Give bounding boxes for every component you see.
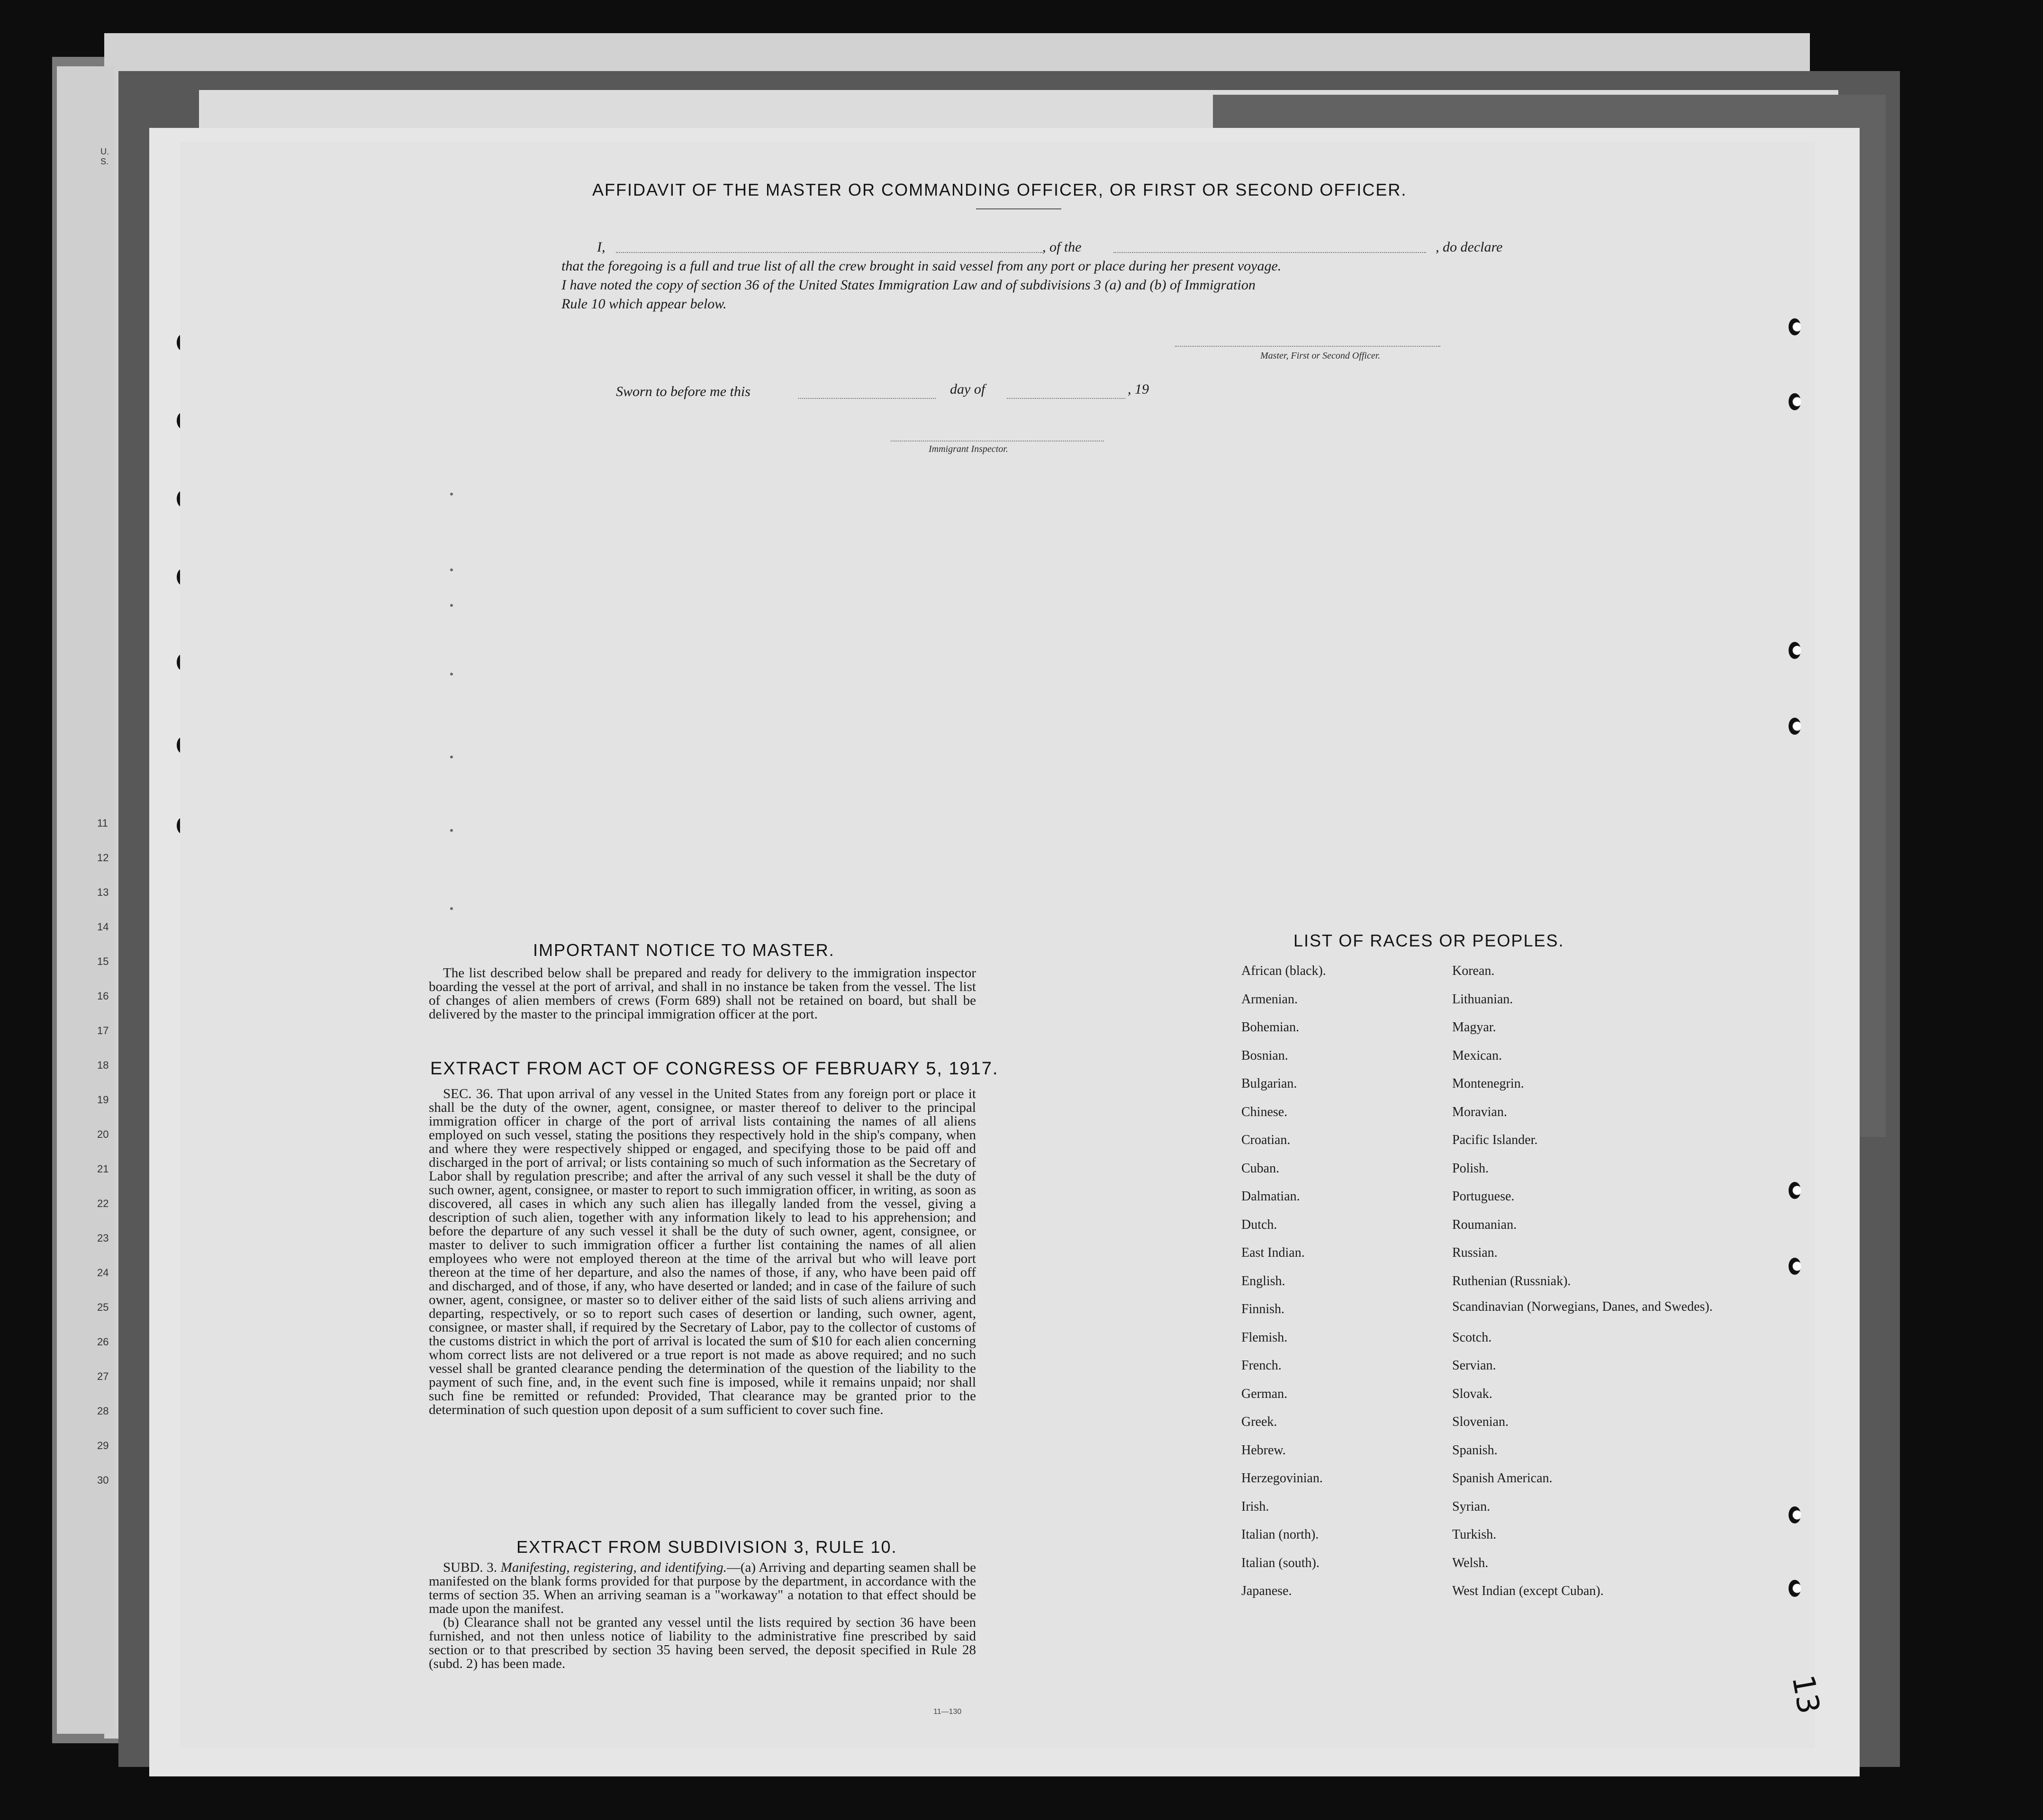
sec-36-paragraph: SEC. 36. That upon arrival of any vessel in the United States from any foreign port or place it shall be the duty of the owner, agent, consignee, or master thereof to deliver to the principal immigration officer in charge of the port of arrival lists containing the names of all aliens employed on such vessel, stating the positions they respectively hold in the ship's company, when and where they were respectively shipped or engaged, and specifying those to be paid off and discharged in the port of arrival; or lists containing so much of such information as the Secretary of Labor shall by regulation prescribe; and after the arrival of any such vessel it shall be the duty of such owner, agent, consignee, or master to report to such immigration officer, in writing, as soon as discovered, all cases in which any such alien has illegally landed from the vessel, giving a description of such alien, together with any information likely to lead to his apprehension; and before the departure of any such vessel it shall be the duty of such owner, agent, consignee, or master to deliver to such immigration officer a further list containing the names of all alien employees who were not employed thereon at the time of the arrival but who will leave port thereon at the time of her departure, and also the names of those, if any, who have been paid off and discharged, and of those, if any, who have deserted or landed; and in case of the failure of such owner, agent, consignee, or master so to deliver either of the said lists of such aliens arriving and departing, respectively, or so to report such cases of desertion or landing, such owner, agent, consignee, or master shall, if required by the Secretary of Labor, pay to the collector of customs of the customs district in which the port of arrival is located the sum of $10 for each alien concerning whom correct lists are not delivered or a true report is not made as above required; and no such vessel shall be granted clearance pending the determination of the question of the liability to the payment of such fine, and, in the event such fine is imposed, while it remains unpaid; nor shall such fine be remitted or refunded: Provided, That clearance may be granted prior to the determination of such question upon deposit of a sum sufficient to cover such fine. [429, 1086, 976, 1417]
tab-number: 15 [97, 955, 109, 967]
punch-hole [1789, 1506, 1801, 1523]
tab-number: 13 [97, 886, 109, 898]
row-dot [450, 756, 453, 758]
tab-number: 24 [97, 1267, 109, 1279]
race-item: Russian. [1452, 1245, 1498, 1260]
race-item: Spanish. [1452, 1442, 1498, 1458]
race-item: Herzegovinian. [1241, 1471, 1323, 1486]
race-item: West Indian (except Cuban). [1452, 1584, 1604, 1598]
master-caption: Master, First or Second Officer. [1260, 351, 1381, 361]
row-dot [450, 907, 453, 910]
row-dot [450, 604, 453, 607]
page-number: 13 [1785, 1672, 1826, 1717]
punch-hole [1789, 718, 1801, 735]
punch-hole [1789, 642, 1801, 659]
affidavit-line-3: I have noted the copy of section 36 of the United States Immigration Law and of subdivisions 3 (a) and (b) of Immigration [561, 277, 1256, 293]
race-item: Portuguese. [1452, 1189, 1515, 1204]
tab-number: 17 [97, 1025, 109, 1036]
notice-body [429, 966, 976, 1021]
inspector-caption: Immigrant Inspector. [929, 444, 1008, 454]
race-item: Scandinavian (Norwegians, Danes, and Swedes). [1452, 1299, 1713, 1314]
race-item: Mexican. [1452, 1048, 1502, 1063]
extract-rule-body [429, 1561, 976, 1671]
race-item: Croatian. [1241, 1133, 1291, 1147]
affidavit-title: AFFIDAVIT OF THE MASTER OR COMMANDING OFFICER, OR FIRST OR SECOND OFFICER. [592, 180, 1407, 199]
tab-number: 27 [97, 1370, 109, 1382]
declare-i: I, [597, 239, 606, 255]
race-item: Montenegrin. [1452, 1076, 1524, 1091]
day-of-text: day of [950, 381, 985, 397]
day-blank [798, 398, 936, 399]
tab-number: 14 [97, 921, 109, 933]
form-sheet [180, 142, 1826, 1748]
race-item: French. [1241, 1358, 1282, 1373]
race-item: Japanese. [1241, 1584, 1292, 1598]
extract-rule-title: EXTRACT FROM SUBDIVISION 3, RULE 10. [516, 1537, 897, 1557]
race-item: Welsh. [1452, 1555, 1489, 1570]
punch-hole [1789, 1580, 1801, 1597]
race-item: Armenian. [1241, 991, 1298, 1007]
row-dot [450, 829, 453, 832]
declare-do-declare: , do declare [1436, 239, 1503, 255]
race-item: East Indian. [1241, 1245, 1305, 1260]
race-item: Greek. [1241, 1415, 1277, 1429]
race-item: Cuban. [1241, 1161, 1280, 1176]
affidavit-line-2: that the foregoing is a full and true list of all the crew brought in said vessel from any port or place during her present voyage. [561, 258, 1282, 274]
race-item: Irish. [1241, 1499, 1269, 1514]
races-column-1 [1241, 962, 1440, 1610]
race-item: Korean. [1452, 964, 1495, 978]
race-item: Lithuanian. [1452, 991, 1513, 1007]
punch-hole [1789, 393, 1801, 410]
tab-number: 29 [97, 1440, 109, 1451]
notice-title: IMPORTANT NOTICE TO MASTER. [533, 940, 835, 960]
year-text: , 19 [1128, 381, 1149, 397]
notice-paragraph: The list described below shall be prepared and ready for delivery to the immigration inspector boarding the vessel at the port of arrival, and shall in no instance be taken from the vessel. The list of changes of alien members of crews (Form 689) shall not be retained on board, but shall be delivered by the master to the principal immigration officer at the port. [429, 965, 976, 1022]
race-item: Pacific Islander. [1452, 1133, 1538, 1147]
extract-act-body [429, 1087, 976, 1417]
race-item: German. [1241, 1386, 1288, 1401]
race-item: Italian (north). [1241, 1527, 1319, 1542]
subd-a-text: —(a) Arriving and departing seamen shall be manifested on the blank forms provided for that purpose by the department, in accordance with the terms of section 35. When an arriving seaman is a "workaway" a notation to that effect should be made upon the manifest. [429, 1560, 976, 1616]
race-item: Bosnian. [1241, 1048, 1288, 1063]
declare-of-the: , of the [1042, 239, 1082, 255]
title-rule [976, 208, 1061, 209]
form-number: 11—130 [933, 1708, 962, 1716]
race-item: Turkish. [1452, 1527, 1497, 1542]
vessel-blank [1113, 252, 1426, 253]
race-item: Dalmatian. [1241, 1189, 1300, 1204]
tab-number: 30 [97, 1474, 109, 1486]
race-item: Bohemian. [1241, 1020, 1300, 1035]
corner-label: U. S. [100, 147, 109, 166]
subd-a-paragraph [429, 1561, 976, 1616]
tab-number: 26 [97, 1336, 109, 1348]
race-item: Spanish American. [1452, 1471, 1553, 1486]
tab-number: 25 [97, 1301, 109, 1313]
affidavit-line-4: Rule 10 which appear below. [561, 296, 727, 312]
race-item: Ruthenian (Russniak). [1452, 1273, 1571, 1288]
race-item: Flemish. [1241, 1330, 1288, 1345]
tab-number: 11 [97, 817, 108, 829]
row-dot [450, 568, 453, 571]
race-item: Syrian. [1452, 1499, 1491, 1514]
race-item: Polish. [1452, 1161, 1489, 1176]
race-item: Dutch. [1241, 1217, 1277, 1232]
tab-number: 20 [97, 1128, 109, 1140]
race-item: Roumanian. [1452, 1217, 1517, 1232]
punch-hole [1789, 318, 1801, 335]
race-item: Scotch. [1452, 1330, 1492, 1345]
punch-hole [1789, 1258, 1801, 1275]
subd-lead: SUBD. 3. [443, 1560, 497, 1575]
tab-number: 23 [97, 1232, 109, 1244]
signature-blank [1175, 346, 1440, 347]
race-item: Moravian. [1452, 1104, 1507, 1119]
races-title: LIST OF RACES OR PEOPLES. [1293, 931, 1564, 950]
race-item: English. [1241, 1273, 1285, 1288]
sworn-text: Sworn to before me this [616, 384, 750, 399]
punch-hole [1789, 1182, 1801, 1199]
race-item: Finnish. [1241, 1302, 1285, 1316]
race-item: Bulgarian. [1241, 1076, 1297, 1091]
tab-number: 22 [97, 1198, 109, 1209]
name-blank [616, 252, 1042, 253]
race-item: Hebrew. [1241, 1442, 1286, 1458]
tab-number: 16 [97, 990, 109, 1002]
race-item: Servian. [1452, 1358, 1496, 1373]
race-item: Magyar. [1452, 1020, 1496, 1035]
race-item: African (black). [1241, 964, 1326, 978]
race-item: Chinese. [1241, 1104, 1288, 1119]
tab-number: 21 [97, 1163, 109, 1175]
row-dot [450, 673, 453, 676]
tab-number: 18 [97, 1059, 109, 1071]
month-blank [1007, 398, 1125, 399]
subd-heading: Manifesting, registering, and identifying. [500, 1560, 727, 1575]
race-item: Italian (south). [1241, 1555, 1320, 1570]
race-item: Slovak. [1452, 1386, 1492, 1401]
tab-number: 12 [97, 852, 109, 864]
race-item: Slovenian. [1452, 1415, 1509, 1429]
tab-number: 19 [97, 1094, 109, 1106]
subd-b-paragraph: (b) Clearance shall not be granted any vessel until the lists required by section 36 have been furnished, and not then unless notice of liability to the administrative fine prescribed by said section or to that prescribed by section 35 having been served, the deposit specified in Rule 28 (subd. 2) has been made. [429, 1615, 976, 1671]
row-dot [450, 493, 453, 496]
extract-act-title: EXTRACT FROM ACT OF CONGRESS OF FEBRUARY 5, 1917. [430, 1059, 999, 1079]
tab-number: 28 [97, 1405, 109, 1417]
races-column-2 [1452, 962, 1718, 1610]
